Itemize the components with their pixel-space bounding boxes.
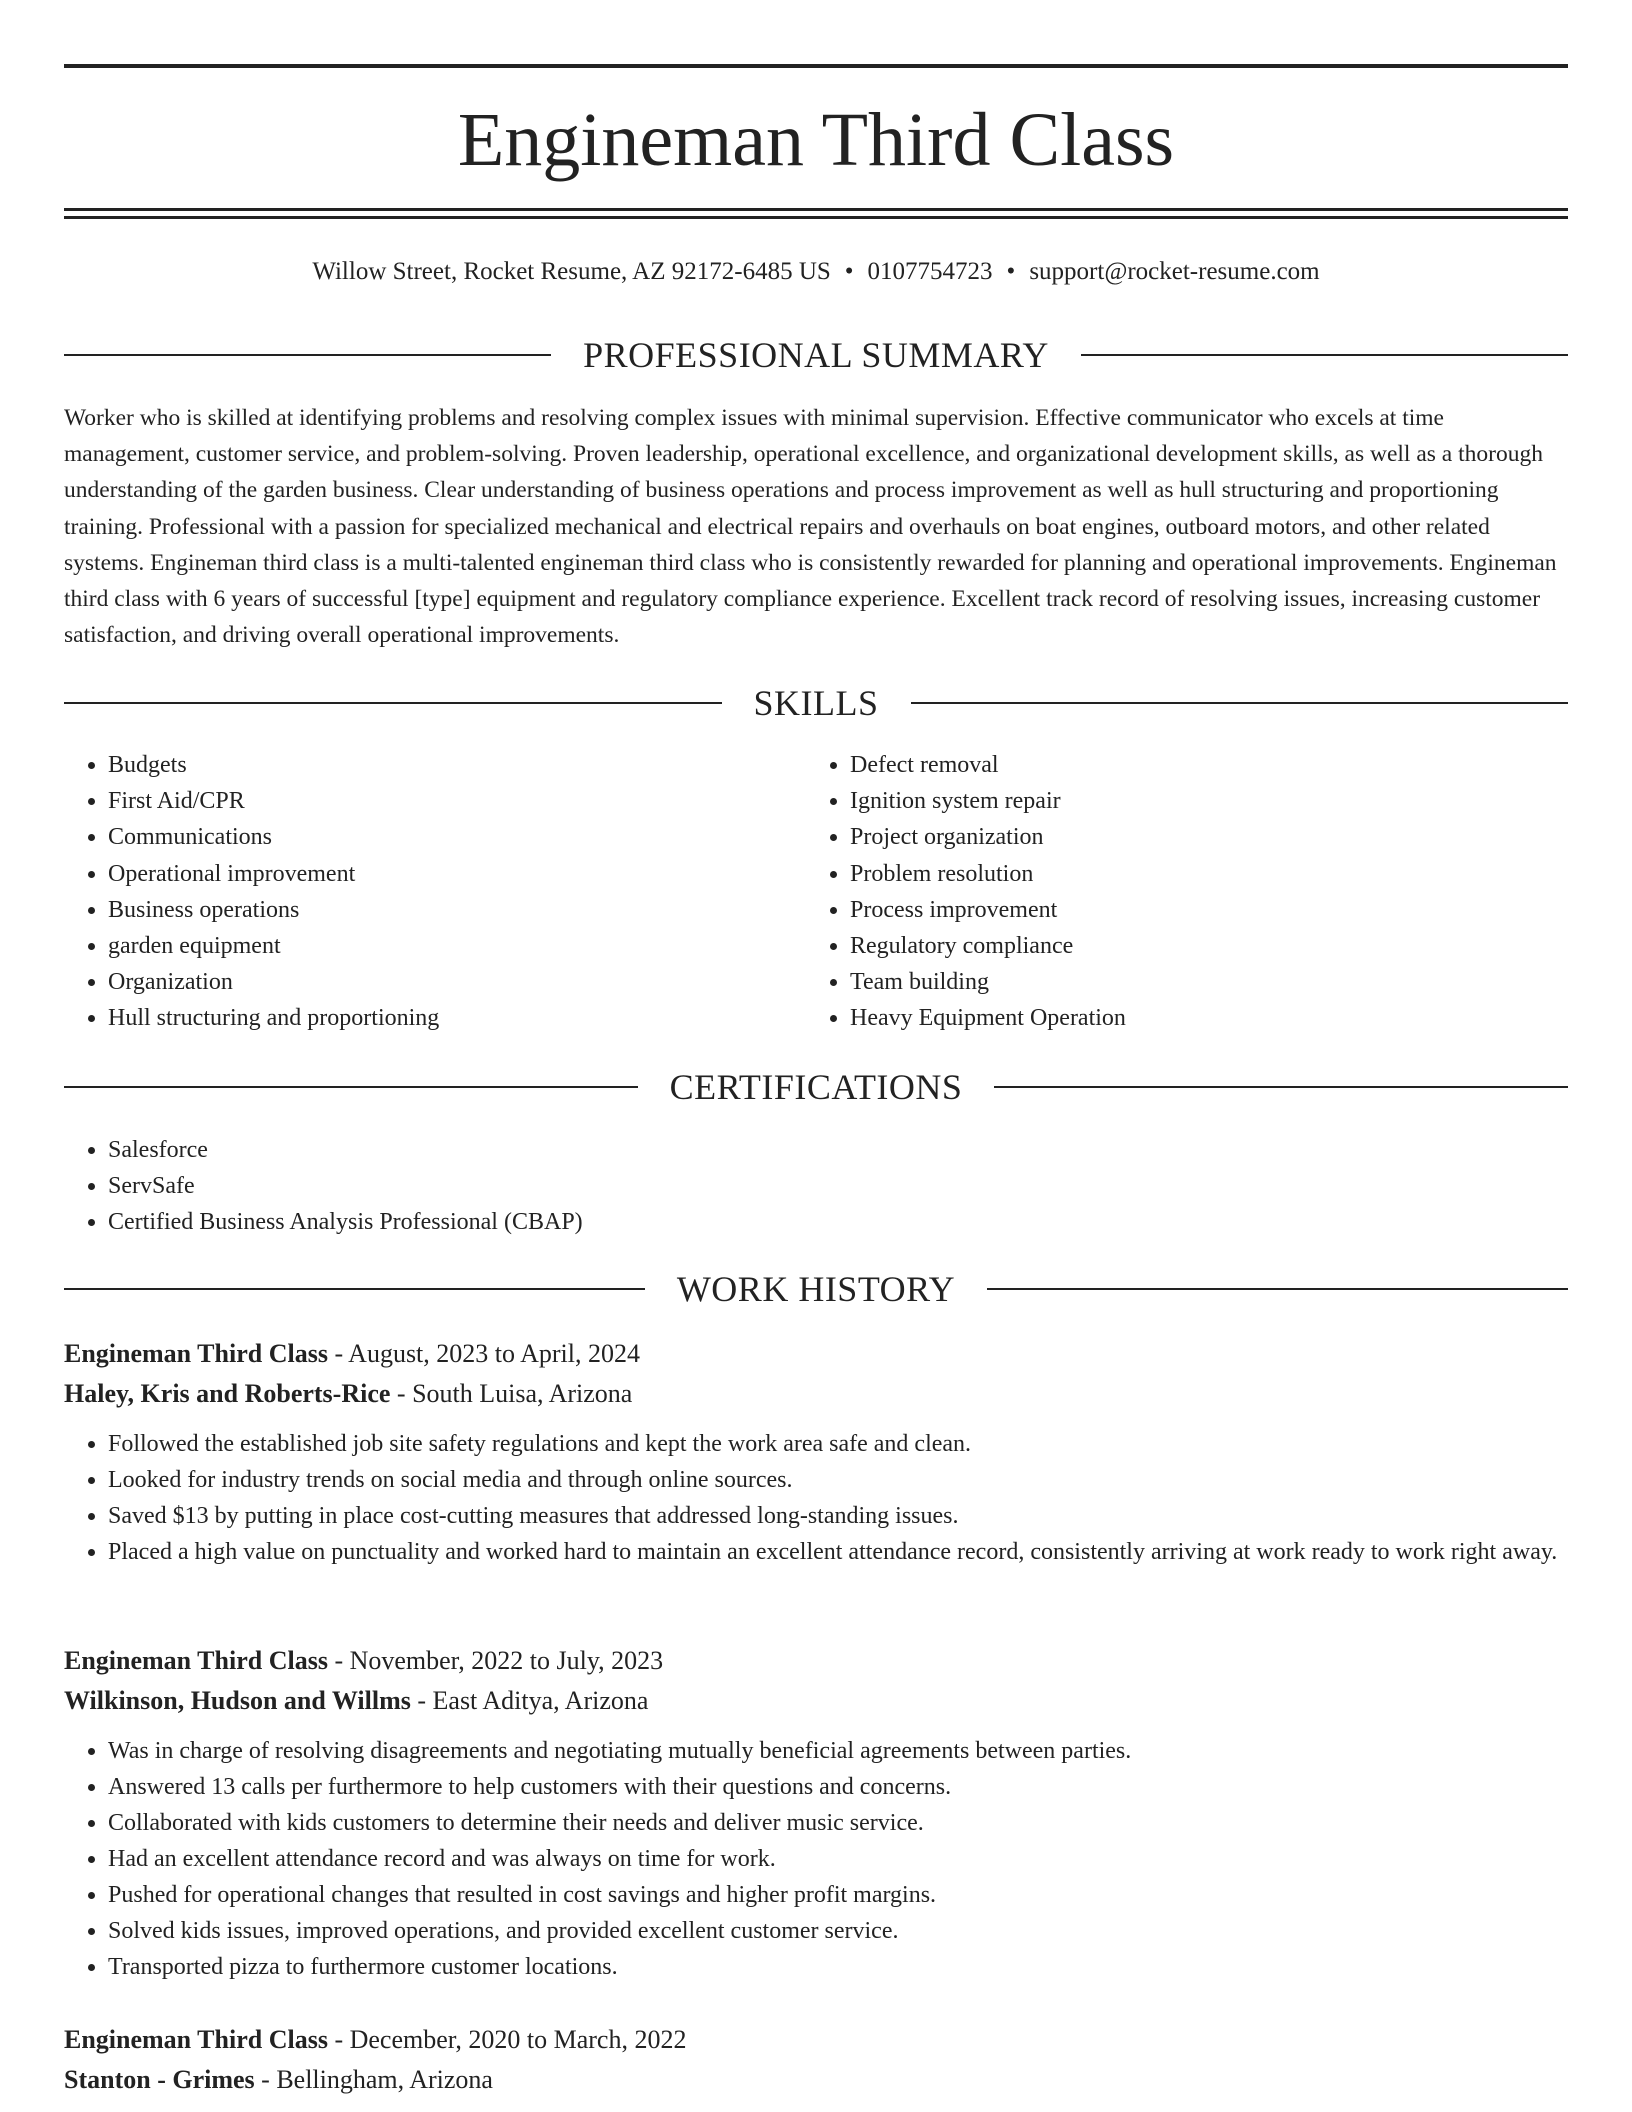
contact-separator: • [844, 258, 854, 285]
contact-separator: • [1006, 258, 1016, 285]
contact-phone: 0107754723 [867, 258, 993, 285]
skill-item: • Budgets [108, 747, 764, 783]
job-bullet: • Looked for industry trends on social media and through online sources. [108, 1462, 1568, 1498]
certification-item: • Salesforce [108, 1132, 1264, 1168]
header-rule-upper [64, 208, 1568, 211]
job-bullet: • Transported pizza to furthermore customer locations. [108, 1949, 1568, 1985]
skill-item: • Project organization [850, 819, 1506, 855]
job-bullet: • Placed a high value on punctuality and worked hard to maintain an excellent attendance record, consistently arriving at work ready to work right away. [108, 1534, 1568, 1570]
heading-rule-left [64, 1288, 645, 1290]
job-entry [64, 2020, 1568, 2100]
skill-item: • Hull structuring and proportioning [108, 1000, 764, 1036]
heading-rule-left [64, 702, 722, 704]
skill-item: • Problem resolution [850, 856, 1506, 892]
job-dates: - December, 2020 to March, 2022 [327, 2025, 687, 2054]
skill-item: • Business operations [108, 892, 764, 928]
skill-item: • Regulatory compliance [850, 928, 1506, 964]
certifications-block [64, 1132, 1264, 1241]
job-title-line [64, 1641, 1568, 1681]
job-bullet: • Was in charge of resolving disagreements and negotiating mutually beneficial agreements between parties. [108, 1733, 1568, 1769]
section-title: SKILLS [753, 683, 879, 723]
header-rule-lower [64, 216, 1568, 219]
section-title: PROFESSIONAL SUMMARY [583, 335, 1049, 375]
job-company-line [64, 1374, 1568, 1414]
skill-item: • Communications [108, 819, 764, 855]
job-company: Wilkinson, Hudson and Willms [64, 1686, 411, 1715]
section-title: WORK HISTORY [676, 1269, 956, 1309]
heading-rule-left [64, 1086, 638, 1088]
job-bullet: • Saved $13 by putting in place cost-cutting measures that addressed long-standing issues. [108, 1498, 1568, 1534]
summary-text: Worker who is skilled at identifying problems and resolving complex issues with minimal supervision. Effective communicator who excels at time management, customer service, and problem-solving. Proven leadership, operational excellence, and organizational development skills, as well as a thorough understanding of the garden business. Clear understanding of business operations and process improvement as well as hull structuring and proportioning training. Professional with a passion for specialized mechanical and electrical repairs and overhauls on boat engines, outboard motors, and other related systems. Engineman third class is a multi-talented engineman third class who is consistently rewarded for planning and operational improvements. Engineman third class with 6 years of successful [type] equipment and regulatory compliance experience. Excellent track record of resolving issues, increasing customer satisfaction, and driving overall operational improvements. [64, 405, 1557, 649]
job-title: Engineman Third Class [64, 1646, 328, 1675]
summary-heading [64, 333, 1568, 377]
job-company-line [64, 2060, 1568, 2100]
job-bullet: • Answered 13 calls per furthermore to help customers with their questions and concerns. [108, 1769, 1568, 1805]
job-bullet: • Had an excellent attendance record and was always on time for work. [108, 1841, 1568, 1877]
job-dates: - November, 2022 to July, 2023 [327, 1646, 664, 1675]
job-bullet: • Collaborated with kids customers to determine their needs and deliver music service. [108, 1805, 1568, 1841]
job-location: - Bellingham, Arizona [254, 2065, 493, 2094]
heading-rule-right [1081, 354, 1568, 356]
job-entry [64, 1334, 1568, 1570]
job-location: - East Aditya, Arizona [410, 1686, 649, 1715]
job-bullet: • Pushed for operational changes that resulted in cost savings and higher profit margins. [108, 1877, 1568, 1913]
skills-list [64, 747, 764, 1037]
skill-item: • Team building [850, 964, 1506, 1000]
job-title-line [64, 2020, 1568, 2060]
job-bullet: • Followed the established job site safety regulations and kept the work area safe and clean. [108, 1426, 1568, 1462]
job-bullet: • Solved kids issues, improved operations, and provided excellent customer service. [108, 1913, 1568, 1949]
job-title-line [64, 1334, 1568, 1374]
job-title: Engineman Third Class [64, 1339, 328, 1368]
skills-column-left [64, 747, 764, 1037]
candidate-name: Engineman Third Class [457, 98, 1175, 182]
job-company: Stanton - Grimes [64, 2065, 255, 2094]
skill-item: • Organization [108, 964, 764, 1000]
skill-item: • Ignition system repair [850, 783, 1506, 819]
certifications-list [64, 1132, 1264, 1241]
job-dates: - August, 2023 to April, 2024 [327, 1339, 640, 1368]
job-bullets [64, 1733, 1568, 1985]
skills-heading [64, 681, 1568, 725]
contact-email: support@rocket-resume.com [1029, 258, 1320, 285]
section-title: CERTIFICATIONS [669, 1067, 963, 1107]
skill-item: • Process improvement [850, 892, 1506, 928]
heading-rule-left [64, 354, 551, 356]
contact-line [64, 252, 1568, 292]
skills-list [806, 747, 1506, 1037]
job-company: Haley, Kris and Roberts-Rice [64, 1379, 391, 1408]
skill-item: • Defect removal [850, 747, 1506, 783]
job-company-line [64, 1681, 1568, 1721]
heading-rule-right [994, 1086, 1568, 1088]
skill-item: • garden equipment [108, 928, 764, 964]
certification-item: • ServSafe [108, 1168, 1264, 1204]
work-history-heading [64, 1267, 1568, 1311]
job-bullets [64, 1426, 1568, 1570]
contact-address: Willow Street, Rocket Resume, AZ 92172-6485 US [312, 258, 831, 285]
skills-column-right [806, 747, 1506, 1037]
top-rule [64, 64, 1568, 68]
heading-rule-right [911, 702, 1569, 704]
job-entry [64, 1641, 1568, 1985]
skill-item: • First Aid/CPR [108, 783, 764, 819]
certification-item: • Certified Business Analysis Professional (CBAP) [108, 1204, 1264, 1240]
skill-item: • Operational improvement [108, 856, 764, 892]
heading-rule-right [987, 1288, 1568, 1290]
skill-item: • Heavy Equipment Operation [850, 1000, 1506, 1036]
certifications-heading [64, 1065, 1568, 1109]
job-location: - South Luisa, Arizona [390, 1379, 633, 1408]
job-title: Engineman Third Class [64, 2025, 328, 2054]
